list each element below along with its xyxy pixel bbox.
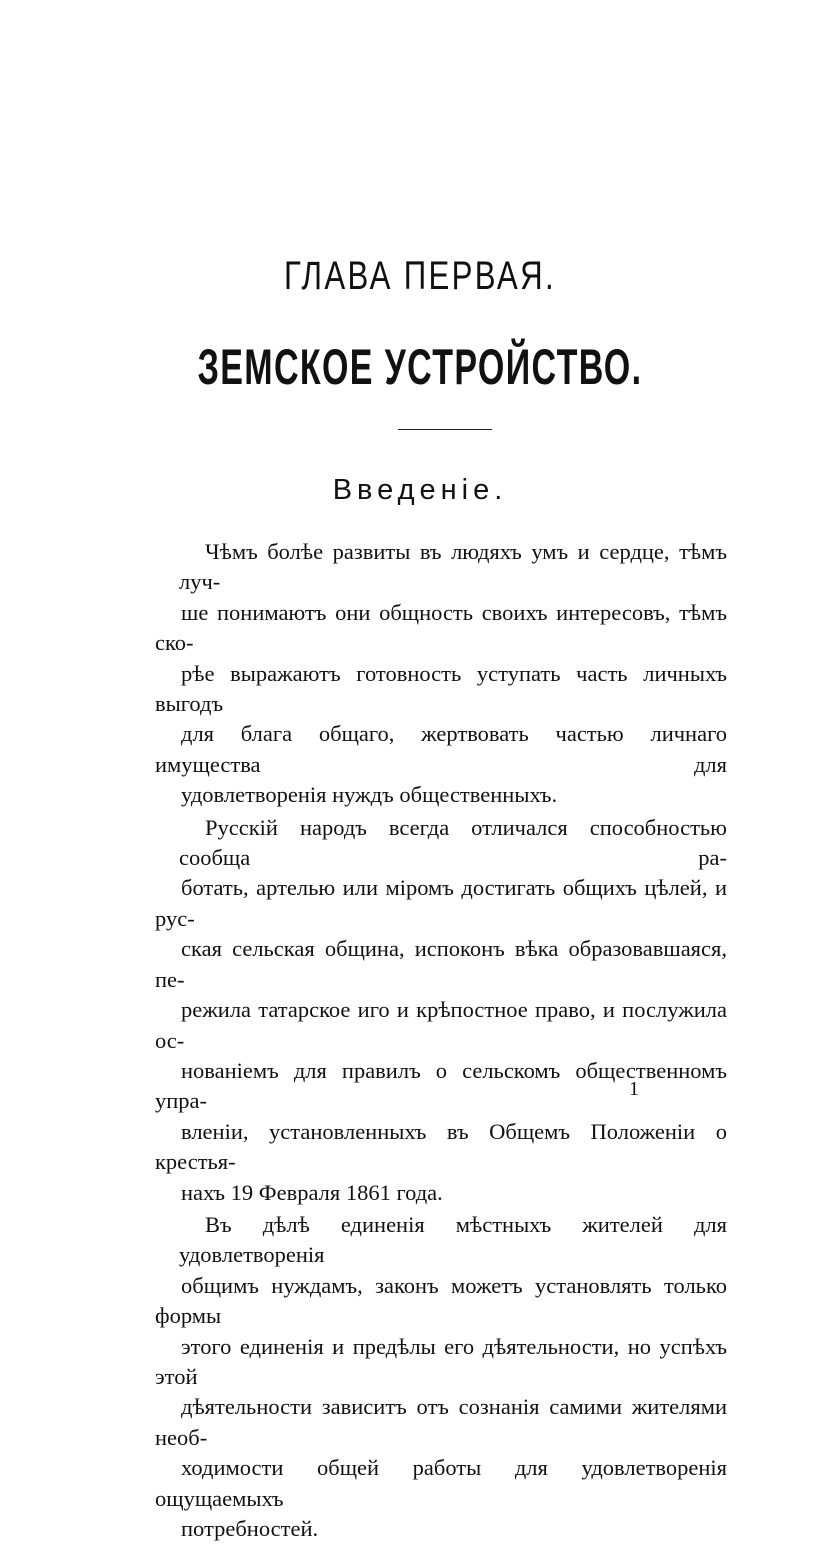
text-line: ботать, артелью или міромъ достигать общихъ цѣлей, и рус- bbox=[155, 875, 727, 931]
text-line: Русскій народъ всегда отличался способностью сообща ра- bbox=[179, 814, 727, 871]
text-line: режила татарское иго и крѣпостное право, и послужила ос- bbox=[155, 997, 727, 1053]
text-line: нованіемъ для правилъ о сельскомъ общественномъ упра- bbox=[155, 1057, 727, 1114]
chapter-title: ЗЕМСКОЕ УСТРОЙСТВО. bbox=[197, 339, 643, 395]
text-line: для блага общаго, жертвовать частью личнаго имущества для bbox=[155, 721, 727, 777]
section-title: Введеніе. bbox=[332, 474, 508, 506]
text-line: дѣятельности зависитъ отъ сознанія самими жителями необ- bbox=[155, 1394, 727, 1450]
separator-rule bbox=[398, 429, 492, 430]
text-line: этого единенія и предѣлы его дѣятельности, но успѣхъ этой bbox=[155, 1333, 727, 1389]
text-line: рѣе выражаютъ готовность уступать часть личныхъ выгодъ bbox=[155, 660, 727, 717]
chapter-heading: ГЛАВА ПЕРВАЯ. bbox=[284, 254, 556, 298]
paragraph-2 bbox=[155, 813, 727, 1208]
text-line: Чѣмъ болѣе развиты въ людяхъ умъ и сердце, тѣмъ луч- bbox=[179, 539, 727, 595]
text-line: удовлетворенія нуждъ общественныхъ. bbox=[181, 782, 558, 808]
body-text bbox=[155, 537, 727, 1546]
paragraph-3 bbox=[155, 1210, 727, 1544]
text-line: потребностей. bbox=[181, 1516, 319, 1541]
text-line: вленіи, установленныхъ въ Общемъ Положеніи о крестья- bbox=[155, 1118, 727, 1175]
page-number: 1 bbox=[629, 1078, 639, 1100]
text-line: нахъ 19 Февраля 1861 года. bbox=[181, 1179, 443, 1205]
text-line: ходимости общей работы для удовлетворенія ощущаемыхъ bbox=[155, 1455, 727, 1511]
text-line: Въ дѣлѣ единенія мѣстныхъ жителей для удовлетворенія bbox=[179, 1211, 727, 1268]
text-line: ше понимаютъ они общность своихъ интересовъ, тѣмъ ско- bbox=[155, 599, 727, 656]
text-line: ская сельская община, испоконъ вѣка образовавшаяся, пе- bbox=[155, 936, 727, 992]
paragraph-1 bbox=[155, 537, 727, 811]
text-line: общимъ нуждамъ, законъ можетъ установлять только формы bbox=[155, 1272, 727, 1329]
